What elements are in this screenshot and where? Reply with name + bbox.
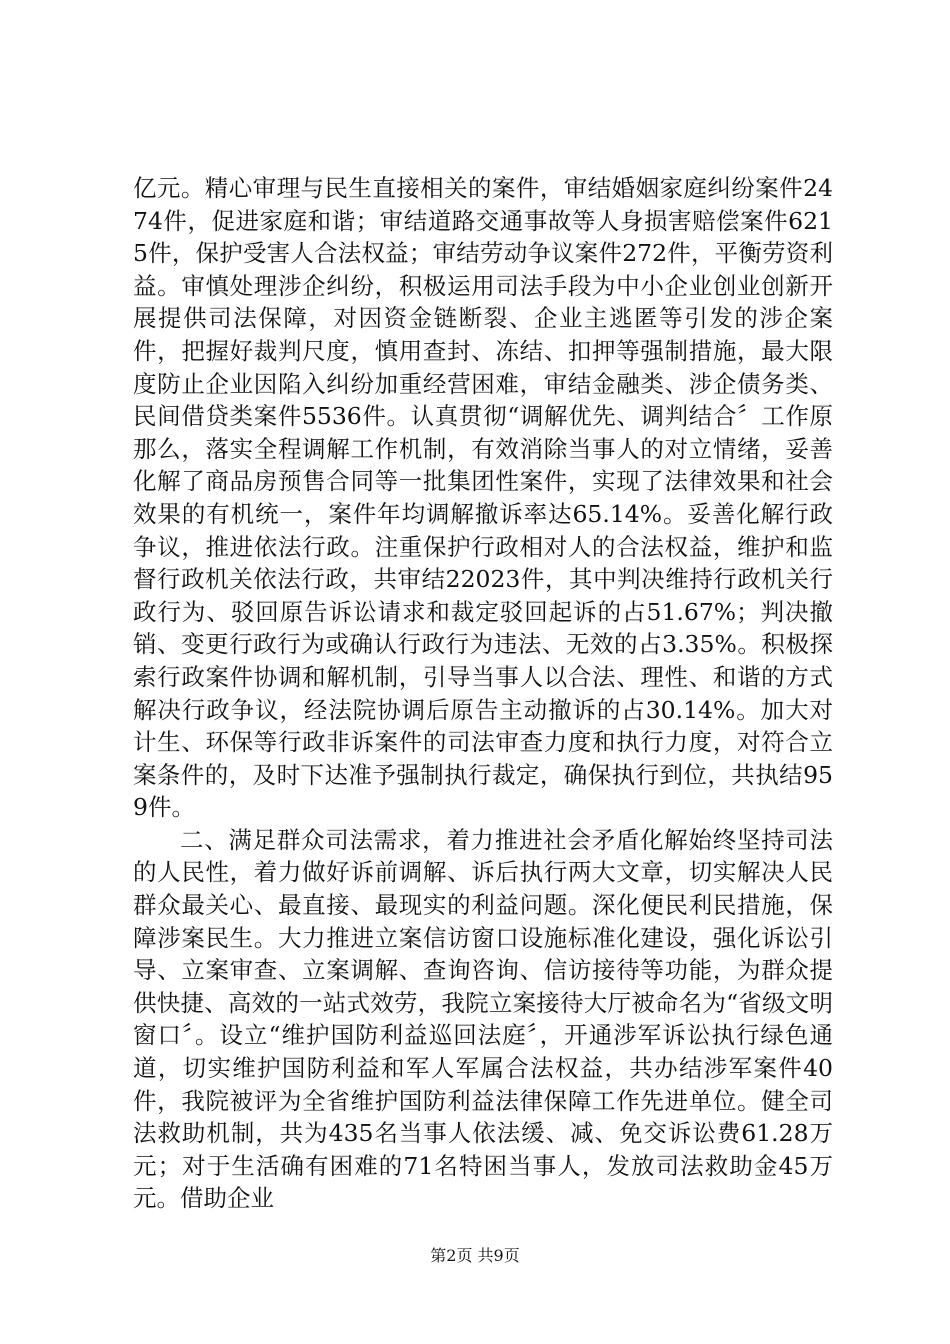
- document-body: [133, 172, 833, 1215]
- body-paragraph-1: 亿元。精心审理与民生直接相关的案件，审结婚姻家庭纠纷案件2474件，促进家庭和谐；审结道路交通事故等人身损害赔偿案件6215件，保护受害人合法权益；审结劳动争议案件272件，平衡劳资利益。审慎处理涉企纠纷，积极运用司法手段为中小企业创业创新开展提供司法保障，对因资金链断裂、企业主逃匿等引发的涉企案件，把握好裁判尺度，慎用查封、冻结、扣押等强制措施，最大限度防止企业因陷入纠纷加重经营困难，审结金融类、涉企债务类、民间借贷类案件5536件。认真贯彻“调解优先、调判结合〞工作原那么，落实全程调解工作机制，有效消除当事人的对立情绪，妥善化解了商品房预售合同等一批集团性案件，实现了法律效果和社会效果的有机统一，案件年均调解撤诉率达65.14%。妥善化解行政争议，推进依法行政。注重保护行政相对人的合法权益，维护和监督行政机关依法行政，共审结22023件，其中判决维持行政机关行政行为、驳回原告诉讼请求和裁定驳回起诉的占51.67%；判决撤销、变更行政行为或确认行政行为违法、无效的占3.35%。积极探索行政案件协调和解机制，引导当事人以合法、理性、和谐的方式解决行政争议，经法院协调后原告主动撤诉的占30.14%。加大对计生、环保等行政非诉案件的司法审查力度和执行力度，对符合立案条件的，及时下达准予强制执行裁定，确保执行到位，共执结959件。: [133, 174, 833, 822]
- page-footer: 第2页 共9页: [430, 1246, 520, 1265]
- body-paragraph-2: 二、满足群众司法需求，着力推进社会矛盾化解始终坚持司法的人民性，着力做好诉前调解、诉后执行两大文章，切实解决人民群众最关心、最直接、最现实的利益问题。深化便民利民措施，保障涉案民生。大力推进立案信访窗口设施标准化建设，强化诉讼引导、立案审查、立案调解、查询咨询、信访接待等功能，为群众提供快捷、高效的一站式效劳，我院立案接待大厅被命名为“省级文明窗口〞。设立“维护国防利益巡回法庭〞，开通涉军诉讼执行绿色通道，切实维护国防利益和军人军属合法权益，共办结涉军案件40件，我院被评为全省维护国防利益法律保障工作先进单位。健全司法救助机制，共为435名当事人依法缓、减、免交诉讼费61.28万元；对于生活确有困难的71名特困当事人，发放司法救助金45万元。借助企业: [133, 825, 833, 1213]
